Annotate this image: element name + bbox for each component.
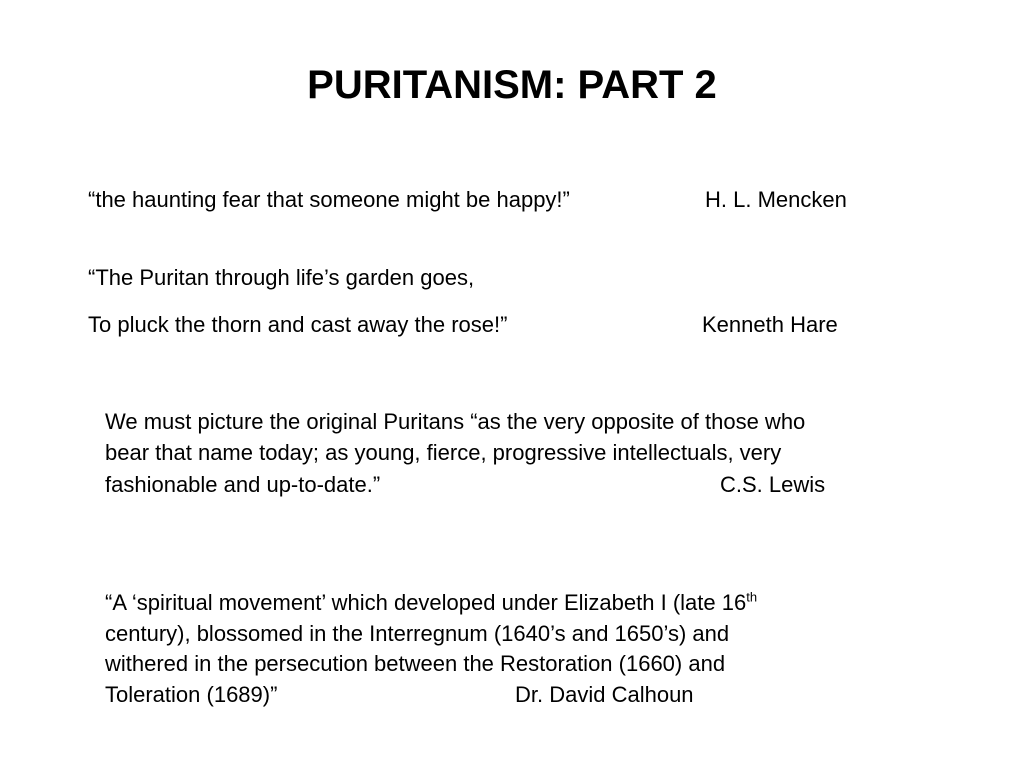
quote-calhoun-attribution: Dr. David Calhoun xyxy=(515,682,694,707)
quote-calhoun-line-3: withered in the persecution between the Restoration (1660) and xyxy=(105,651,726,676)
quote-lewis-line-1: We must picture the original Puritans “as the very opposite of those who xyxy=(105,409,806,434)
quote-calhoun-line-1 xyxy=(105,590,757,616)
quote-mencken-text: “the haunting fear that someone might be happy!” xyxy=(88,187,570,212)
quote-mencken-attribution: H. L. Mencken xyxy=(705,187,847,212)
quote-lewis-attribution: C.S. Lewis xyxy=(720,472,826,497)
quote-calhoun-line-4: Toleration (1689)” xyxy=(105,682,278,707)
quote-hare-line-2: To pluck the thorn and cast away the rose!” xyxy=(88,312,508,337)
quote-calhoun-line-2: century), blossomed in the Interregnum (1640’s and 1650’s) and xyxy=(105,621,730,646)
quote-lewis-line-2: bear that name today; as young, fierce, progressive intellectuals, very xyxy=(105,440,782,465)
slide-title: PURITANISM: PART 2 xyxy=(307,63,717,107)
quote-hare-line-1: “The Puritan through life’s garden goes, xyxy=(88,265,475,290)
quote-calhoun-superscript: th xyxy=(746,589,758,605)
quote-lewis-line-3: fashionable and up-to-date.” xyxy=(105,472,381,497)
quote-calhoun-line-1-text: “A ‘spiritual movement’ which developed under Elizabeth I (late 16 xyxy=(105,590,747,615)
quote-hare-attribution: Kenneth Hare xyxy=(702,312,838,337)
